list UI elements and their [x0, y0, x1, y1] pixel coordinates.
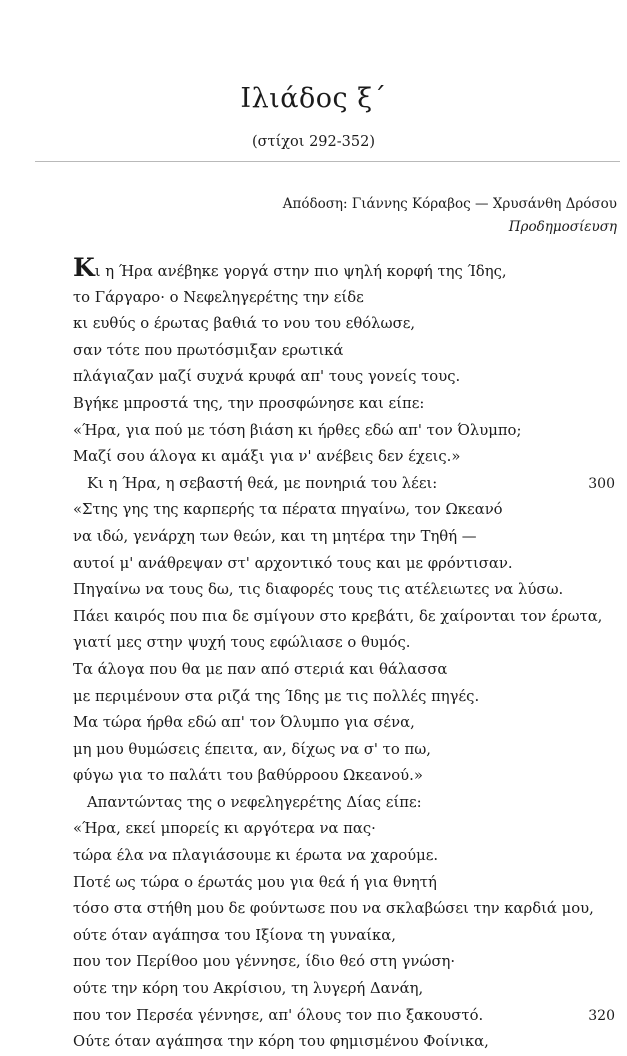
poem-line [0, 870, 627, 897]
first-line-text [73, 253, 507, 286]
verse-range: (στίχοι 292-352) [252, 134, 375, 150]
poem-line [0, 710, 627, 737]
poem-line [0, 896, 627, 923]
poem-line-text: «Ήρα, για πού με τόση βιάση κι ήρθες εδώ απ' τον Όλυμπο; [73, 421, 522, 439]
translator-credit: Απόδοση: Γιάννης Κόραβος — Χρυσάνθη Δρόσου [282, 196, 617, 212]
poem-line [0, 790, 627, 817]
poem-line [0, 418, 627, 445]
first-line-rest: ι η Ήρα ανέβηκε γοργά στην πιο ψηλή κορφή της Ίδης, [94, 263, 507, 280]
poem-line [0, 843, 627, 870]
poem-line-text: μη μου θυμώσεις έπειτα, αν, δίχως να σ' το πω, [73, 740, 431, 758]
poem-line [0, 577, 627, 604]
poem-line [0, 285, 627, 312]
poem-line [0, 1003, 627, 1030]
poem-line-text: που τον Περίθοο μου γέννησε, ίδιο θεό στη γνώση· [73, 953, 456, 971]
poem-line-text: το Γάργαρο· ο Νεφεληγερέτης την είδε [73, 288, 364, 306]
poem-line-text: Μα τώρα ήρθα εδώ απ' τον Όλυμπο για σένα, [73, 714, 415, 732]
poem-line [0, 524, 627, 551]
poem-body [0, 253, 627, 1056]
poem-line [0, 816, 627, 843]
poem-line [0, 551, 627, 578]
poem-line [0, 763, 627, 790]
poem-line-text: «Στης γης της καρπερής τα πέρατα πηγαίνω, τον Ωκεανό [73, 501, 503, 519]
poem-line-text: Τα άλογα που θα με παν από στεριά και θάλασσα [73, 660, 448, 678]
line-number: 300 [588, 475, 615, 492]
poem-line [0, 253, 627, 285]
poem-line-text: Μαζί σου άλογα κι αμάξι για ν' ανέβεις δεν έχεις.» [73, 448, 461, 466]
poem-line [0, 630, 627, 657]
poem-line-text: φύγω για το παλάτι του βαθύρροου Ωκεανού.» [73, 767, 423, 785]
poem-line-text: Πάει καιρός που πια δε σμίγουν στο κρεβάτι, δε χαίρονται τον έρωτα, [73, 607, 603, 625]
poem-line [0, 684, 627, 711]
poem-line-text: Ούτε όταν αγάπησα την κόρη του φημισμένου Φοίνικα, [73, 1033, 489, 1051]
poem-line [0, 737, 627, 764]
poem-line-text: ούτε όταν αγάπησα του Ιξίονα τη γυναίκα, [73, 926, 396, 944]
poem-line-text: «Ήρα, εκεί μπορείς κι αργότερα να πας· [73, 820, 376, 838]
poem-line [0, 497, 627, 524]
poem-line-text: Κι η Ήρα, η σεβαστή θεά, με πονηριά του λέει: [87, 474, 438, 492]
publication-status: Προδημοσίευση [508, 219, 617, 235]
poem-line [0, 391, 627, 418]
poem-line-text: κι ευθύς ο έρωτας βαθιά το νου του εθόλωσε, [73, 315, 416, 333]
title-divider [35, 161, 620, 162]
drop-cap: Κ [73, 253, 95, 282]
poem-line [0, 657, 627, 684]
poem-line [0, 311, 627, 338]
poem-line-text: να ιδώ, γενάρχη των θεών, και τη μητέρα την Τηθή — [73, 527, 477, 545]
poem-line-text: σαν τότε που πρωτόσμιξαν ερωτικά [73, 341, 344, 359]
poem-line [0, 1029, 627, 1056]
poem-line-text: με περιμένουν στα ριζά της Ίδης με τις πολλές πηγές. [73, 687, 480, 705]
poem-line [0, 364, 627, 391]
poem-line-text: Βγήκε μπροστά της, την προσφώνησε και είπε: [73, 394, 425, 412]
poem-line [0, 338, 627, 365]
poem-line [0, 923, 627, 950]
page-title: Ιλιάδος ξ΄ [240, 83, 387, 114]
poem-line [0, 976, 627, 1003]
poem-line-text: που τον Περσέα γέννησε, απ' όλους τον πιο ξακουστό. [73, 1006, 484, 1024]
poem-line [0, 604, 627, 631]
line-number: 320 [588, 1007, 615, 1024]
poem-line [0, 444, 627, 471]
poem-line-text: πλάγιαζαν μαζί συχνά κρυφά απ' τους γονείς τους. [73, 368, 461, 386]
poem-line-text: Πηγαίνω να τους δω, τις διαφορές τους τις ατέλειωτες να λύσω. [73, 581, 564, 599]
poem-line-text: αυτοί μ' ανάθρεψαν στ' αρχοντικό τους και με φρόντισαν. [73, 554, 513, 572]
poem-line-text: ούτε την κόρη του Ακρίσιου, τη λυγερή Δανάη, [73, 980, 424, 998]
poem-line-text: τώρα έλα να πλαγιάσουμε κι έρωτα να χαρούμε. [73, 847, 439, 865]
poem-line [0, 949, 627, 976]
poem-line-text: Ποτέ ως τώρα ο έρωτάς μου για θεά ή για θνητή [73, 873, 437, 891]
poem-line-text: γιατί μες στην ψυχή τους εφώλιασε ο θυμός. [73, 634, 411, 652]
poem-line-text: Απαντώντας της ο νεφεληγερέτης Δίας είπε: [87, 793, 422, 811]
poem-line-text: τόσο στα στήθη μου δε φούντωσε που να σκλαβώσει την καρδιά μου, [73, 900, 594, 918]
poem-line [0, 471, 627, 498]
